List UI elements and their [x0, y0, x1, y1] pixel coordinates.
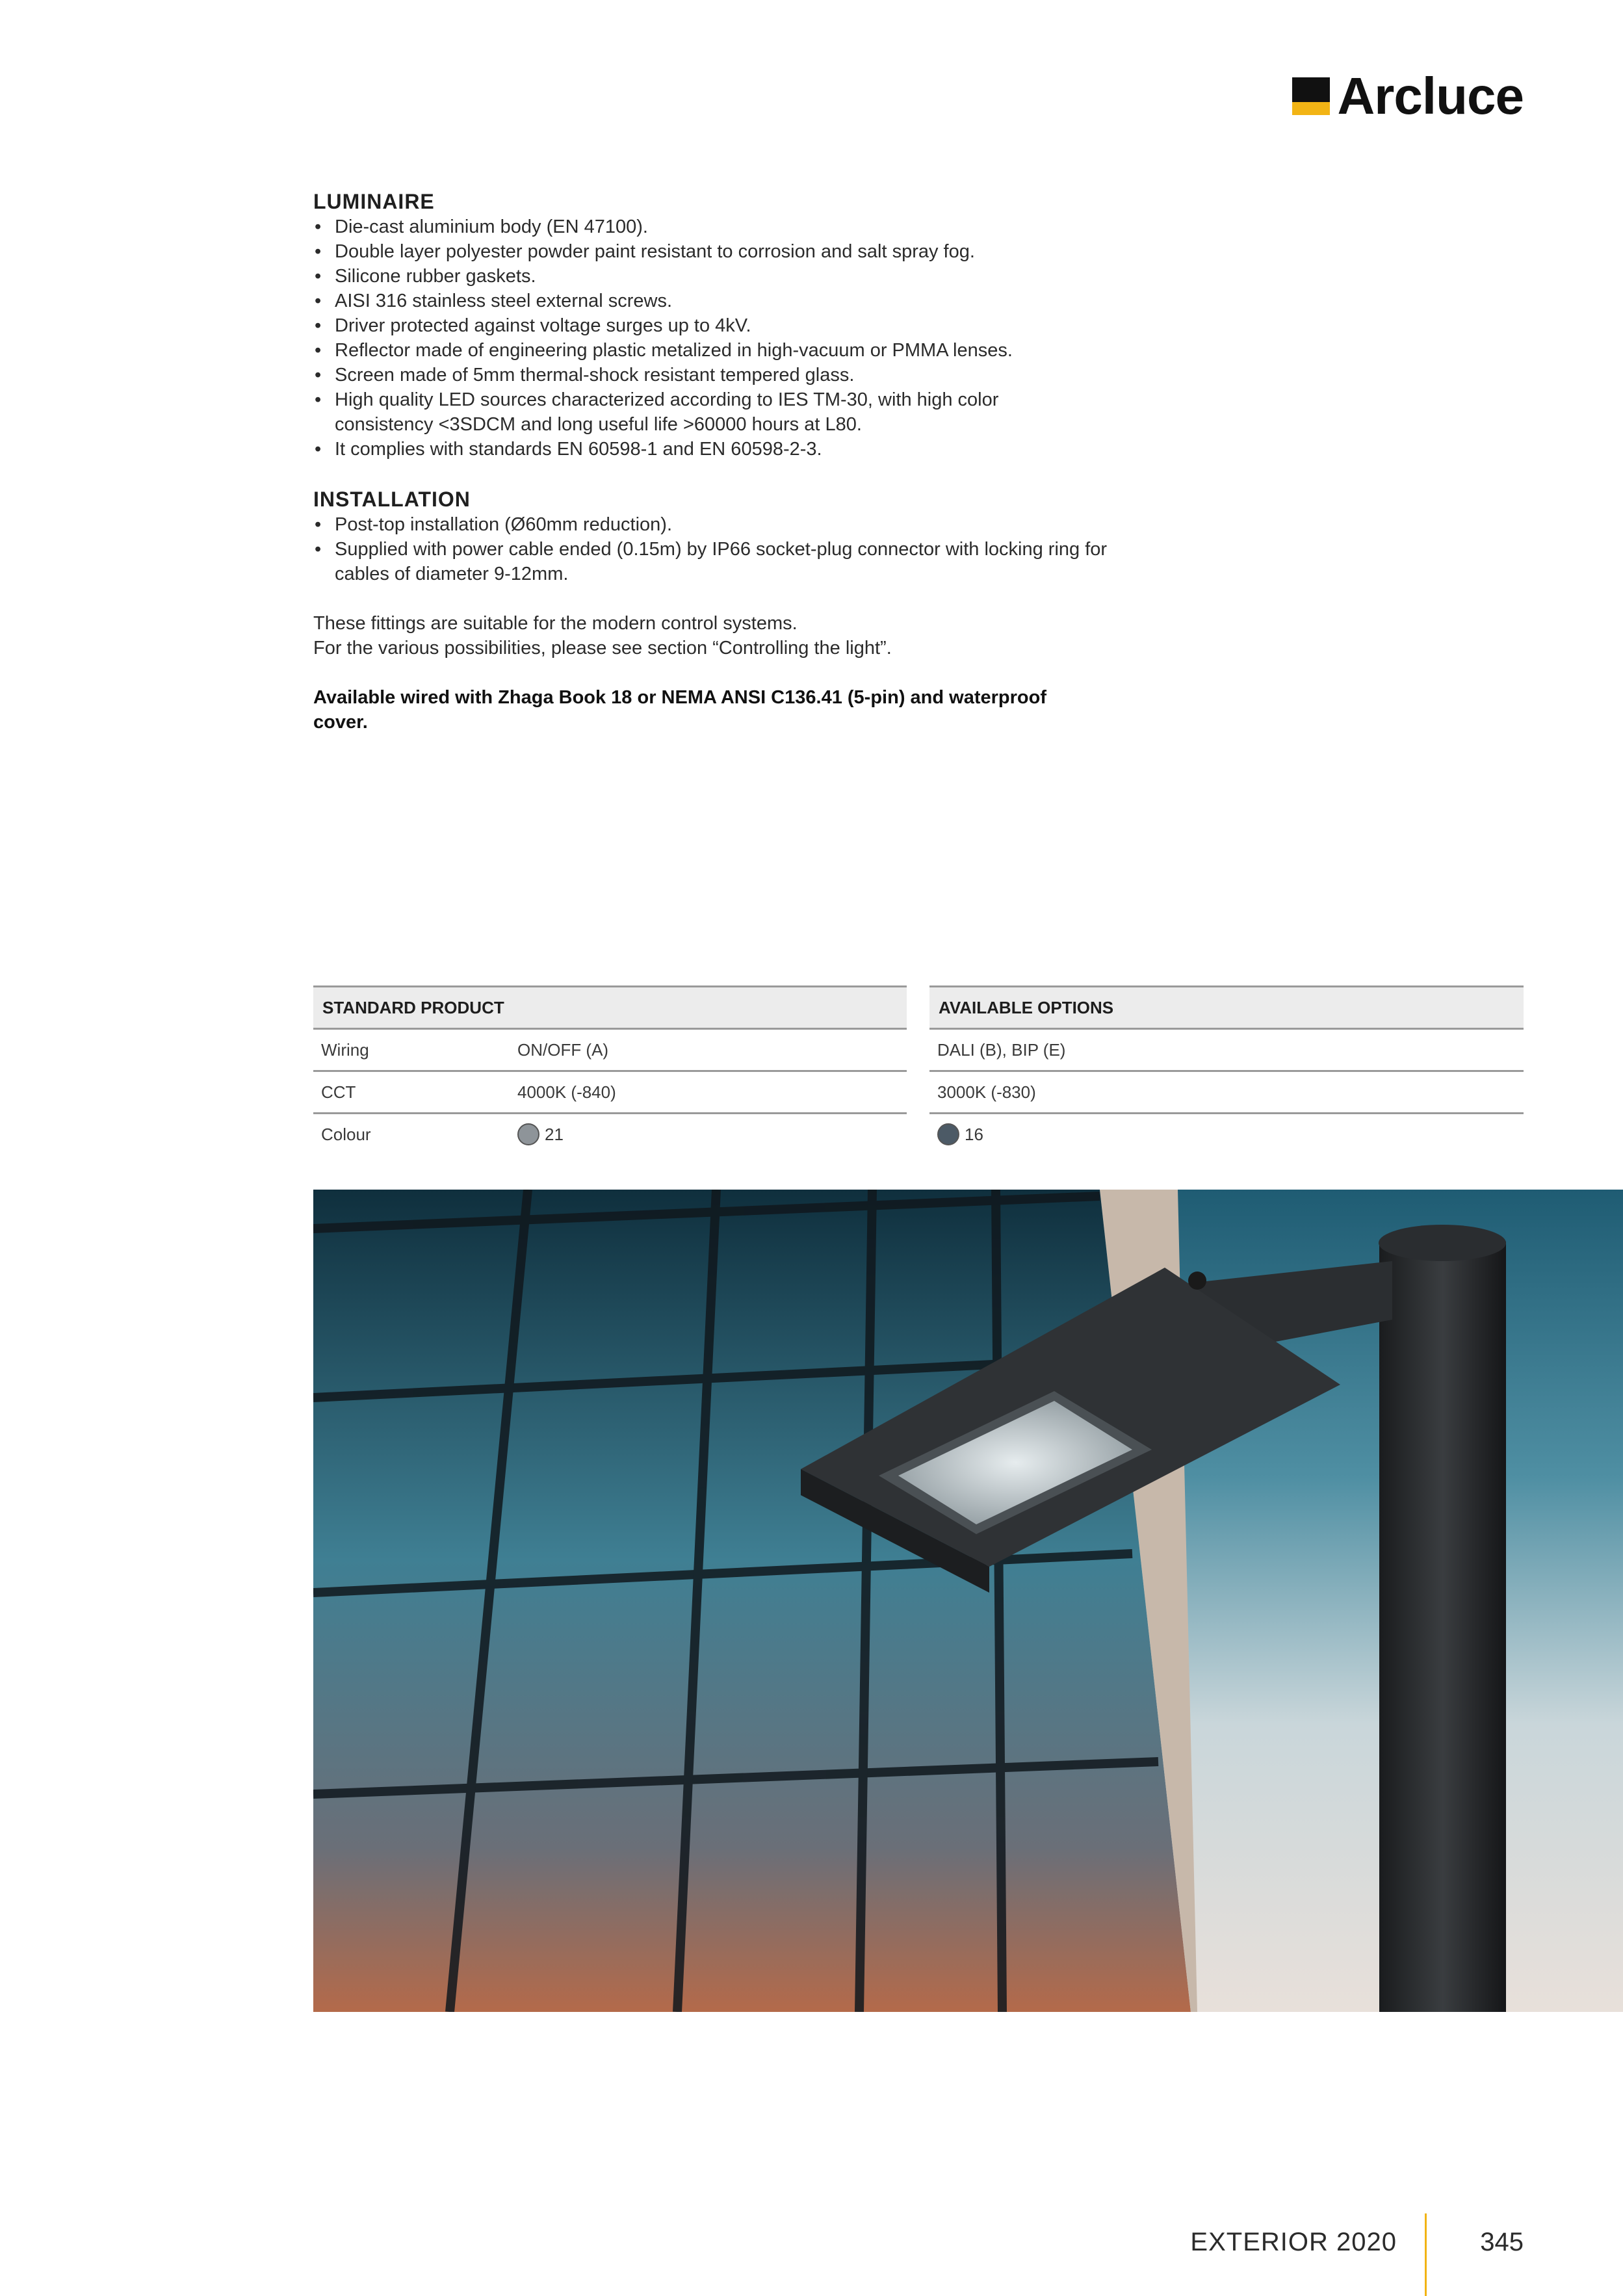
row-label: CCT: [321, 1082, 356, 1102]
installation-title: INSTALLATION: [313, 488, 471, 511]
description-column: [313, 189, 1126, 735]
row-label: Colour: [321, 1124, 371, 1144]
catalogue-section: EXTERIOR 2020: [1190, 2228, 1397, 2256]
logo-mark-icon: [1292, 77, 1330, 115]
brand-name: Arcluce: [1337, 67, 1524, 125]
installation-list: [313, 512, 1126, 586]
list-item: • AISI 316 stainless steel external screws.: [313, 289, 1126, 313]
row-value: 4000K (-840): [517, 1082, 616, 1102]
row-value: [517, 1123, 907, 1145]
available-options-table: [929, 985, 1524, 1155]
table-row: [929, 1072, 1524, 1114]
colour-code: 16: [965, 1124, 983, 1144]
brand-logo: [1292, 67, 1524, 125]
footer-divider: [1425, 2213, 1427, 2296]
page-number: 345: [1480, 2228, 1524, 2256]
list-item: • Supplied with power cable ended (0.15m) by IP66 socket-plug connector with locking ring for cables of diameter 9-12mm.: [313, 537, 1115, 586]
list-item: • It complies with standards EN 60598-1 and EN 60598-2-3.: [313, 437, 1126, 462]
table-row: [929, 1114, 1524, 1155]
row-label: Wiring: [321, 1039, 369, 1060]
page-footer: [0, 2213, 1623, 2296]
table-row: [313, 1030, 907, 1072]
list-item: • Double layer polyester powder paint resistant to corrosion and salt spray fog.: [313, 239, 1126, 264]
table-row: [313, 1072, 907, 1114]
row-value: DALI (B), BIP (E): [937, 1039, 1066, 1060]
luminaire-list: [313, 215, 1126, 462]
row-value: 3000K (-830): [937, 1082, 1036, 1102]
table-row: [929, 1030, 1524, 1072]
table-row: [313, 1114, 907, 1155]
controls-note: These fittings are suitable for the modern control systems.: [313, 613, 798, 634]
standard-product-header: STANDARD PRODUCT: [313, 987, 907, 1030]
wiring-availability-note: Available wired with Zhaga Book 18 or NEMA ANSI C136.41 (5-pin) and waterproof cover.: [313, 687, 1046, 733]
colour-code: 21: [545, 1124, 564, 1144]
colour-swatch-icon: [937, 1123, 959, 1145]
list-item: • Driver protected against voltage surges up to 4kV.: [313, 313, 1126, 338]
row-value: ON/OFF (A): [517, 1039, 609, 1060]
list-item: • Die-cast aluminium body (EN 47100).: [313, 215, 1126, 239]
controls-reference: For the various possibilities, please see section “Controlling the light”.: [313, 638, 892, 659]
list-item: • Silicone rubber gaskets.: [313, 264, 1126, 289]
standard-product-table: [313, 985, 907, 1155]
list-item: • High quality LED sources characterized according to IES TM-30, with high color consistency <3SDCM and long useful life >60000 hours at L80.: [313, 387, 1069, 437]
luminaire-title: LUMINAIRE: [313, 190, 435, 213]
list-item: • Reflector made of engineering plastic metalized in high-vacuum or PMMA lenses.: [313, 338, 1126, 363]
list-item: • Post-top installation (Ø60mm reduction).: [313, 512, 1126, 537]
available-options-header: AVAILABLE OPTIONS: [929, 987, 1524, 1030]
list-item: • Screen made of 5mm thermal-shock resistant tempered glass.: [313, 363, 1126, 387]
product-photo: [313, 1190, 1623, 2012]
colour-swatch-icon: [517, 1123, 539, 1145]
